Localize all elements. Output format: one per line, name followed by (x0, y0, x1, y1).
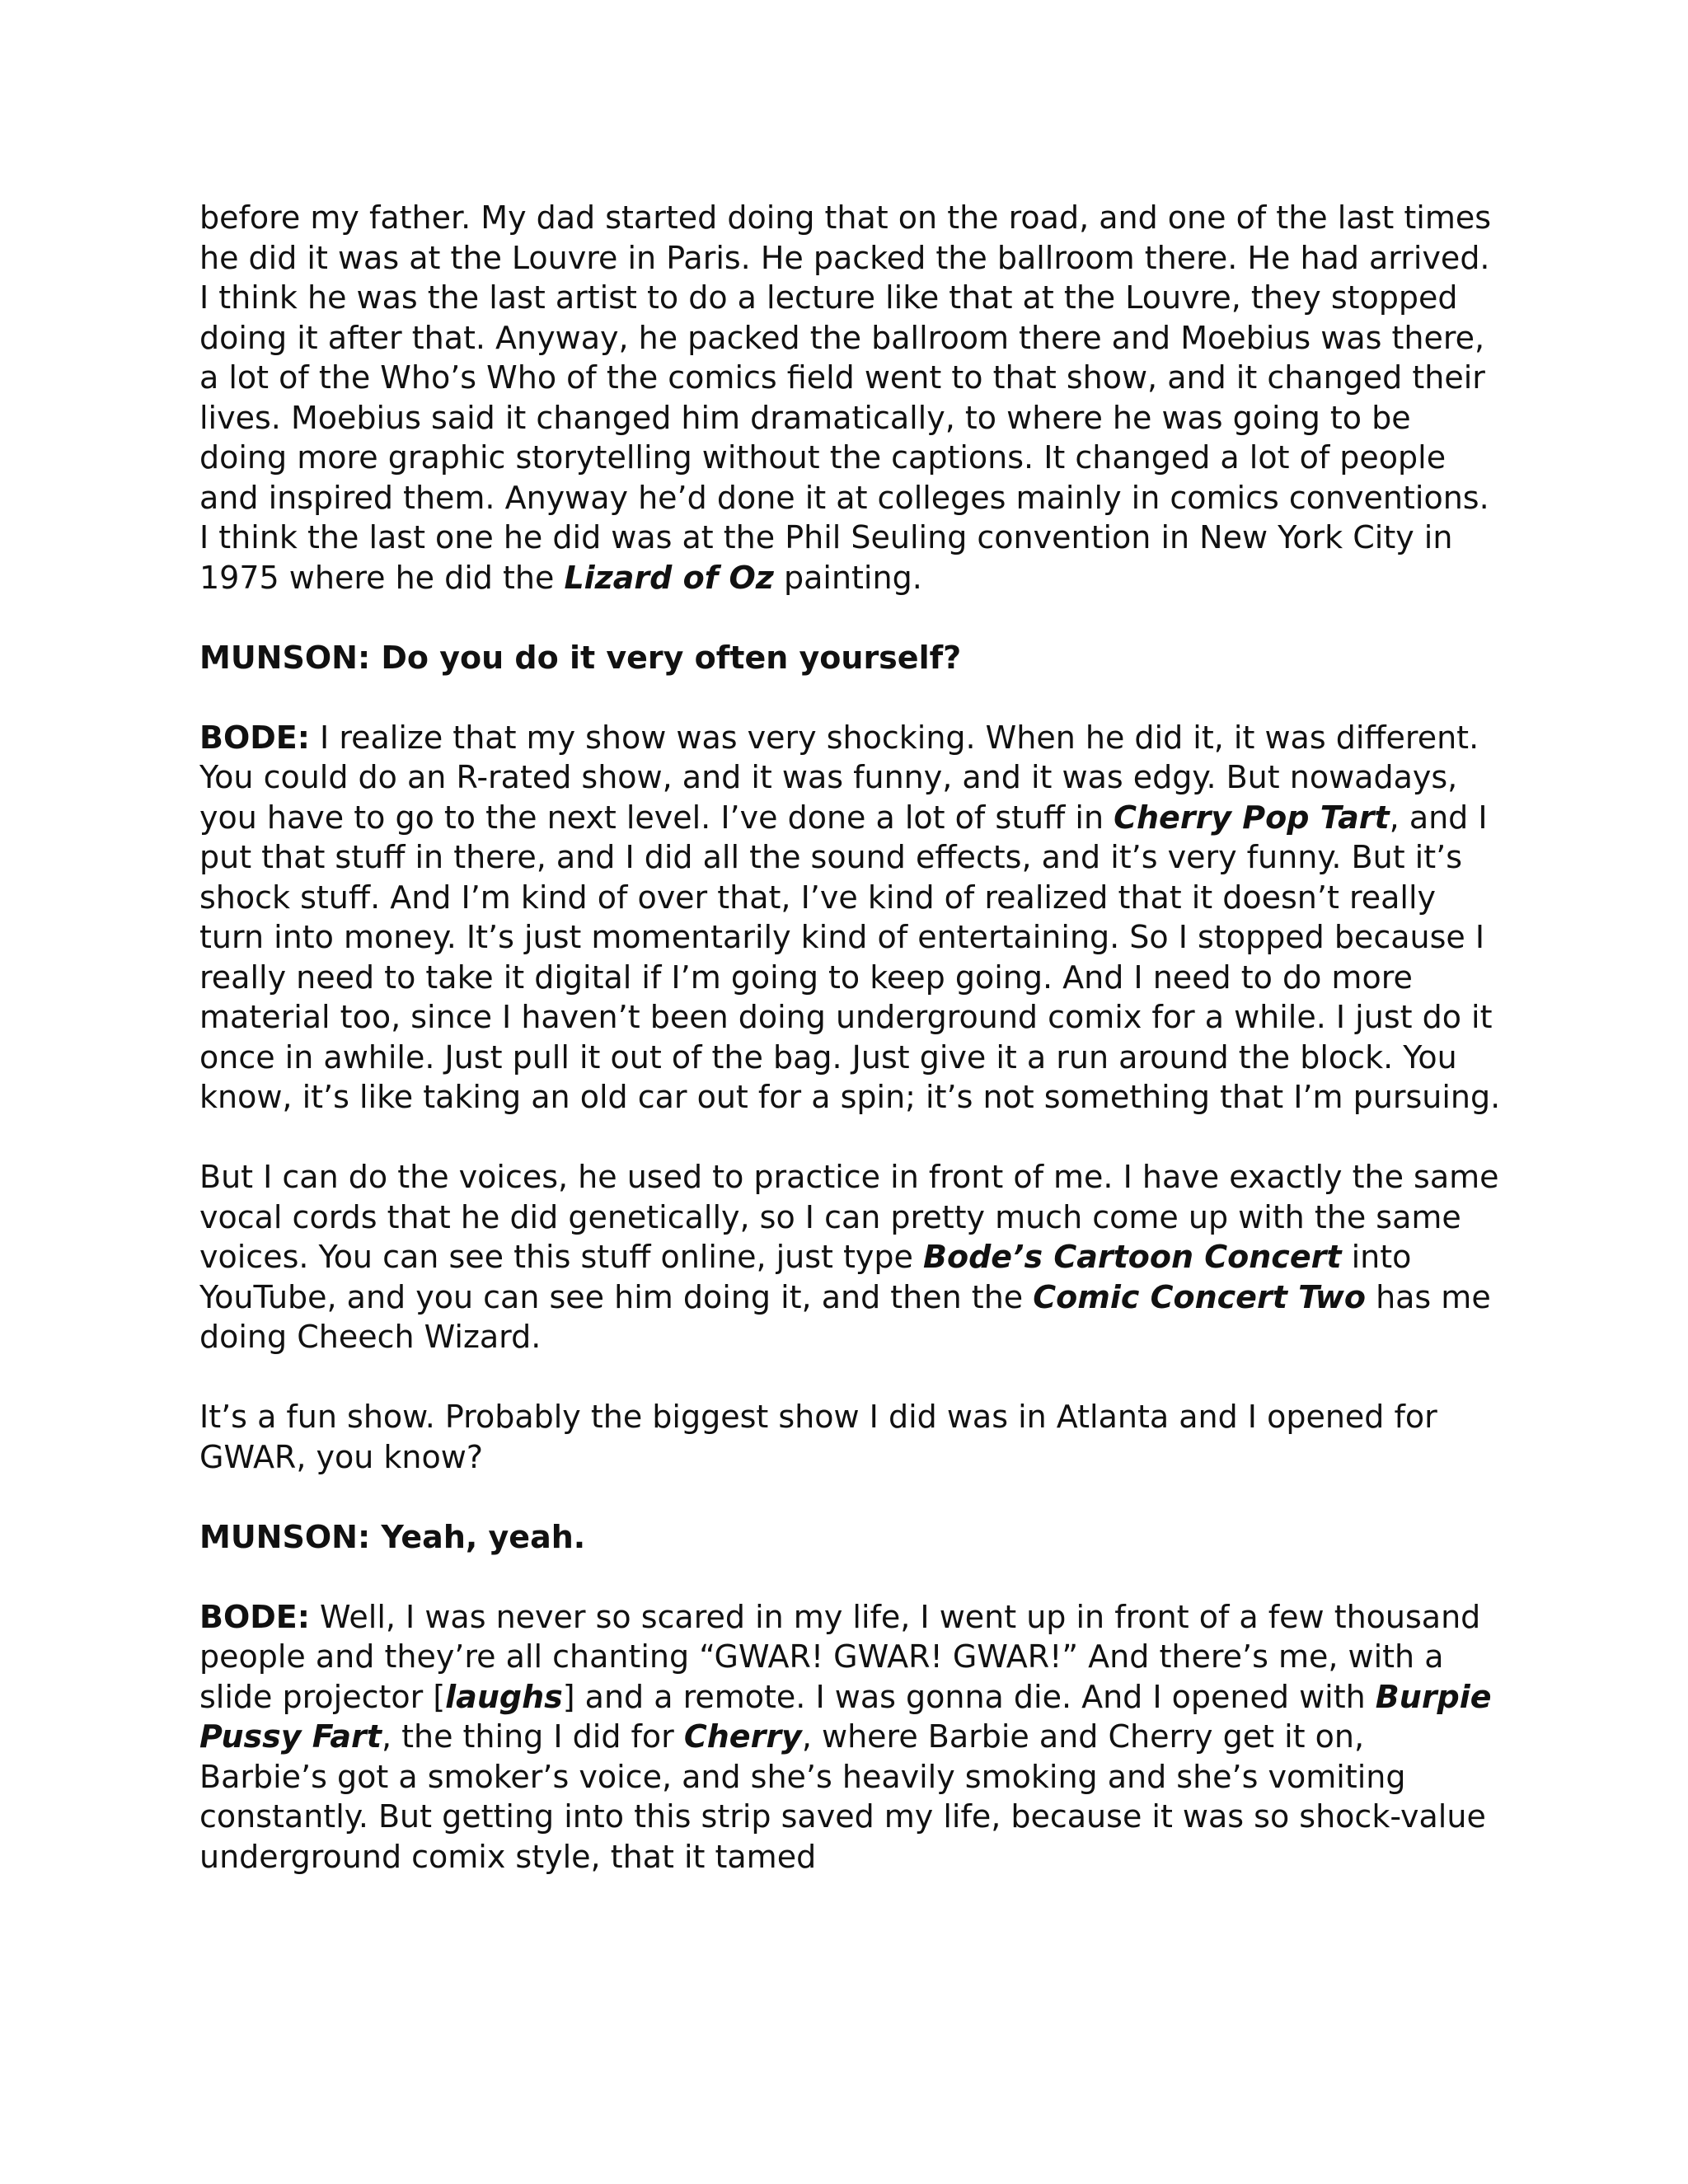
paragraph-fun-show (199, 1397, 1502, 1477)
paragraph-bode-answer-gwar (199, 1597, 1502, 1877)
stage-direction: laughs (445, 1678, 563, 1715)
text-run: , where Barbie and Cherry get it on, Barbie’s got a smoker’s voice, and she’s heavily smoking and she’s vomiting constantly. But getting into this strip saved my life, because it was so shock-value underground comix style, that it tamed (199, 1718, 1486, 1875)
text-run: I realize that my show was very shocking. When he did it, it was different. You could do an R-rated show, and it was funny, and it was edgy. But nowadays, you have to go to the next level. I’ve done a lot of stuff in (199, 719, 1479, 836)
work-title: Lizard of Oz (564, 559, 774, 596)
work-title: Bode’s Cartoon Concert (923, 1239, 1342, 1275)
text-run: has me doing Cheech Wizard. (199, 1278, 1491, 1355)
text-run: , the thing I did for (381, 1718, 684, 1755)
speaker-label: BODE: (199, 719, 310, 756)
work-title: Cherry Pop Tart (1114, 799, 1390, 836)
text-run: into YouTube, and you can see him doing it, and then the (199, 1239, 1412, 1315)
paragraph-voices (199, 1157, 1502, 1357)
text-run: But I can do the voices, he used to practice in front of me. I have exactly the same vocal cords that he did genetically, so I can pretty much come up with the same voices. You can see this stuff online, just type (199, 1159, 1499, 1275)
paragraph-louvre-lecture (199, 198, 1502, 598)
work-title: Cherry (683, 1718, 802, 1755)
text-run: It’s a fun show. Probably the biggest show I did was in Atlanta and I opened for GWAR, you know? (199, 1399, 1437, 1475)
text-run: ] and a remote. I was gonna die. And I opened with (562, 1678, 1376, 1715)
interviewer-question: MUNSON: Do you do it very often yourself? (199, 639, 962, 676)
work-title: Comic Concert Two (1033, 1278, 1366, 1315)
interviewer-question: MUNSON: Yeah, yeah. (199, 1518, 586, 1555)
paragraph-bode-answer-shocking-show (199, 718, 1502, 1118)
speaker-label: BODE: (199, 1598, 310, 1635)
text-run: painting. (773, 559, 922, 596)
work-title: Burpie Pussy Fart (199, 1678, 1492, 1755)
document-body (199, 198, 1502, 1917)
text-run: Well, I was never so scared in my life, I went up in front of a few thousand people and they’re all chanting “GWAR! GWAR! GWAR!” And there’s me, with a slide projector [ (199, 1598, 1481, 1715)
text-run: , and I put that stuff in there, and I did all the sound effects, and it’s very funny. But it’s shock stuff. And I’m kind of over that, I’ve kind of realized that it doesn’t really turn into money. It’s just momentarily kind of entertaining. So I stopped because I really need to take it digital if I’m going to keep going. And I need to do more material too, since I haven’t been doing underground comix for a while. I just do it once in awhile. Just pull it out of the bag. Just give it a run around the block. You know, it’s like taking an old car out for a spin; it’s not something that I’m pursuing. (199, 799, 1501, 1115)
text-run: before my father. My dad started doing that on the road, and one of the last times he did it was at the Louvre in Paris. He packed the ballroom there. He had arrived. I think he was the last artist to do a lecture like that at the Louvre, they stopped doing it after that. Anyway, he packed the ballroom there and Moebius was there, a lot of the Who’s Who of the comics field went to that show, and it changed their lives. Moebius said it changed him dramatically, to where he was going to be doing more graphic storytelling without the captions. It changed a lot of people and inspired them. Anyway he’d done it at colleges mainly in comics conventions. I think the last one he did was at the Phil Seuling convention in New York City in 1975 where he did the (199, 199, 1492, 596)
